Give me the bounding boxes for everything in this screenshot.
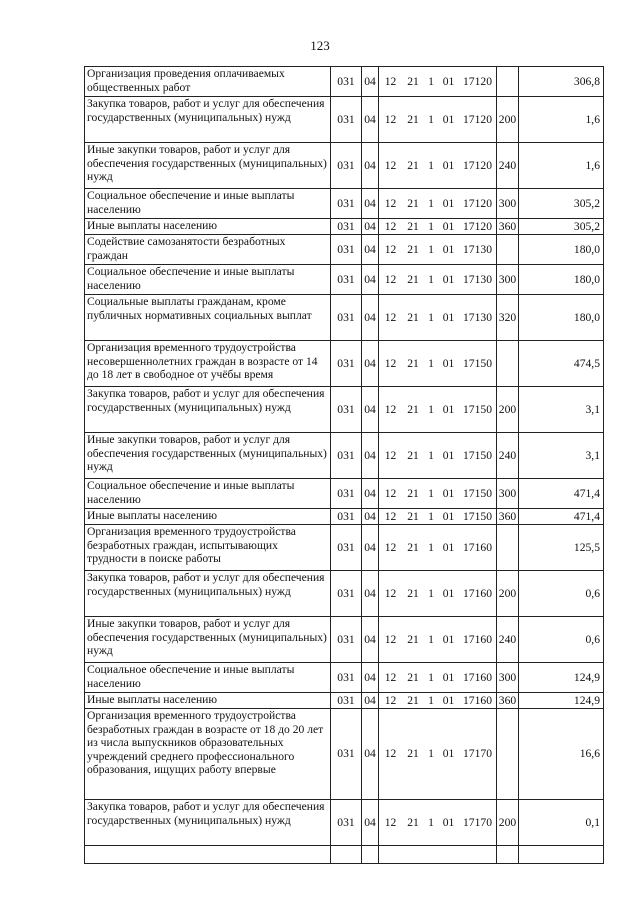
cell-a: 21 (403, 525, 424, 571)
table-row (85, 219, 604, 235)
cell-rz: 04 (362, 571, 379, 617)
cell-pr: 12 (379, 189, 403, 219)
cell-amount: 180,0 (519, 295, 604, 341)
cell-gr: 031 (331, 525, 362, 571)
cell-amount (519, 846, 604, 864)
row-name: Закупка товаров, работ и услуг для обеспечения государственных (муниципальных) нужд (85, 387, 331, 433)
cell-rz: 04 (362, 709, 379, 800)
cell-c: 01 (439, 479, 459, 509)
row-name: Закупка товаров, работ и услуг для обеспечения государственных (муниципальных) нужд (85, 571, 331, 617)
cell-c: 01 (439, 709, 459, 800)
cell-gr: 031 (331, 235, 362, 265)
cell-pr: 12 (379, 709, 403, 800)
cell-c: 01 (439, 433, 459, 479)
cell-amount: 0,1 (519, 800, 604, 846)
cell-c: 01 (439, 265, 459, 295)
cell-code: 17160 (459, 693, 497, 709)
cell-b: 1 (424, 709, 439, 800)
cell-code: 17150 (459, 479, 497, 509)
cell-gr: 031 (331, 509, 362, 525)
cell-gr: 031 (331, 341, 362, 387)
cell-gr: 031 (331, 97, 362, 143)
cell-pr: 12 (379, 433, 403, 479)
cell-vr: 200 (497, 97, 519, 143)
cell-code: 17120 (459, 143, 497, 189)
cell-a: 21 (403, 800, 424, 846)
cell-c: 01 (439, 571, 459, 617)
cell-amount: 305,2 (519, 219, 604, 235)
cell-gr: 031 (331, 219, 362, 235)
cell-gr: 031 (331, 387, 362, 433)
cell-rz (362, 846, 379, 864)
cell-c: 01 (439, 143, 459, 189)
table-row (85, 433, 604, 479)
page-number: 123 (310, 38, 330, 53)
cell-c: 01 (439, 189, 459, 219)
cell-b: 1 (424, 433, 439, 479)
row-name: Иные выплаты населению (85, 693, 331, 709)
cell-vr: 300 (497, 189, 519, 219)
cell-code: 17120 (459, 219, 497, 235)
row-name: Иные выплаты населению (85, 219, 331, 235)
cell-gr: 031 (331, 265, 362, 295)
cell-pr: 12 (379, 265, 403, 295)
cell-vr: 240 (497, 433, 519, 479)
cell-pr: 12 (379, 479, 403, 509)
cell-rz: 04 (362, 693, 379, 709)
cell-a: 21 (403, 387, 424, 433)
cell-rz: 04 (362, 663, 379, 693)
table-row (85, 387, 604, 433)
cell-pr: 12 (379, 67, 403, 97)
row-name: Закупка товаров, работ и услуг для обеспечения государственных (муниципальных) нужд (85, 800, 331, 846)
cell-amount: 125,5 (519, 525, 604, 571)
cell-pr: 12 (379, 663, 403, 693)
cell-rz: 04 (362, 433, 379, 479)
cell-pr: 12 (379, 235, 403, 265)
cell-a: 21 (403, 67, 424, 97)
cell-pr: 12 (379, 143, 403, 189)
cell-code: 17170 (459, 800, 497, 846)
row-name: Содействие самозанятости безработных граждан (85, 235, 331, 265)
cell-pr: 12 (379, 97, 403, 143)
cell-vr (497, 341, 519, 387)
cell-amount: 180,0 (519, 265, 604, 295)
row-name: Иные закупки товаров, работ и услуг для обеспечения государственных (муниципальных) нужд (85, 143, 331, 189)
cell-b: 1 (424, 235, 439, 265)
cell-code: 17160 (459, 663, 497, 693)
row-name: Социальные выплаты гражданам, кроме публичных нормативных социальных выплат (85, 295, 331, 341)
cell-b: 1 (424, 525, 439, 571)
cell-amount: 3,1 (519, 433, 604, 479)
cell-vr (497, 67, 519, 97)
cell-a: 21 (403, 509, 424, 525)
cell-amount: 1,6 (519, 143, 604, 189)
cell-c: 01 (439, 693, 459, 709)
cell-c: 01 (439, 295, 459, 341)
cell-b: 1 (424, 387, 439, 433)
cell-gr: 031 (331, 479, 362, 509)
cell-b: 1 (424, 341, 439, 387)
cell-b: 1 (424, 479, 439, 509)
cell-c: 01 (439, 617, 459, 663)
table-row (85, 235, 604, 265)
cell-a: 21 (403, 97, 424, 143)
cell-a: 21 (403, 617, 424, 663)
cell-vr (497, 846, 519, 864)
cell-amount: 180,0 (519, 235, 604, 265)
row-name: Социальное обеспечение и иные выплаты населению (85, 479, 331, 509)
cell-vr: 320 (497, 295, 519, 341)
cell-pr: 12 (379, 693, 403, 709)
cell-code: 17120 (459, 189, 497, 219)
cell-c: 01 (439, 387, 459, 433)
cell-rz: 04 (362, 525, 379, 571)
cell-vr: 240 (497, 617, 519, 663)
table-body (85, 67, 604, 864)
row-name: Организация временного трудоустройства безработных граждан в возрасте от 18 до 20 лет из числа выпускников образовательных учреждений среднего профессионального образования, ищущих работу впервые (85, 709, 331, 800)
row-name: Иные выплаты населению (85, 509, 331, 525)
cell-vr (497, 525, 519, 571)
cell-c: 01 (439, 97, 459, 143)
cell-vr: 360 (497, 693, 519, 709)
cell-b: 1 (424, 693, 439, 709)
cell-code: 17150 (459, 387, 497, 433)
cell-vr: 360 (497, 219, 519, 235)
cell-vr (497, 235, 519, 265)
cell-pr: 12 (379, 617, 403, 663)
cell-a: 21 (403, 295, 424, 341)
table-row (85, 846, 604, 864)
cell-b: 1 (424, 800, 439, 846)
cell-vr: 200 (497, 800, 519, 846)
cell-code (459, 846, 497, 864)
cell-b: 1 (424, 295, 439, 341)
cell-amount: 124,9 (519, 693, 604, 709)
cell-amount: 474,5 (519, 341, 604, 387)
cell-rz: 04 (362, 341, 379, 387)
row-name: Организация временного трудоустройства несовершеннолетних граждан в возрасте от 14 до 18 лет в свободное от учёбы время (85, 341, 331, 387)
table-row (85, 693, 604, 709)
cell-gr: 031 (331, 709, 362, 800)
row-name: Иные закупки товаров, работ и услуг для обеспечения государственных (муниципальных) нужд (85, 617, 331, 663)
cell-a: 21 (403, 479, 424, 509)
cell-gr: 031 (331, 800, 362, 846)
row-name: Организация проведения оплачиваемых общественных работ (85, 67, 331, 97)
cell-a: 21 (403, 143, 424, 189)
cell-c: 01 (439, 235, 459, 265)
table-row (85, 617, 604, 663)
cell-rz: 04 (362, 143, 379, 189)
cell-vr: 240 (497, 143, 519, 189)
cell-vr (497, 709, 519, 800)
cell-b: 1 (424, 509, 439, 525)
cell-c: 01 (439, 525, 459, 571)
cell-vr: 300 (497, 479, 519, 509)
cell-b: 1 (424, 571, 439, 617)
table-row (85, 97, 604, 143)
cell-amount: 16,6 (519, 709, 604, 800)
cell-a: 21 (403, 235, 424, 265)
cell-rz: 04 (362, 617, 379, 663)
cell-code: 17120 (459, 97, 497, 143)
cell-code: 17150 (459, 509, 497, 525)
cell-pr: 12 (379, 800, 403, 846)
cell-code: 17130 (459, 265, 497, 295)
table-row (85, 189, 604, 219)
cell-b: 1 (424, 663, 439, 693)
cell-a: 21 (403, 341, 424, 387)
table-row (85, 709, 604, 800)
cell-rz: 04 (362, 219, 379, 235)
cell-b: 1 (424, 189, 439, 219)
cell-amount: 305,2 (519, 189, 604, 219)
cell-b: 1 (424, 219, 439, 235)
cell-rz: 04 (362, 235, 379, 265)
cell-c: 01 (439, 341, 459, 387)
cell-code: 17130 (459, 295, 497, 341)
cell-gr: 031 (331, 189, 362, 219)
cell-gr: 031 (331, 571, 362, 617)
cell-pr: 12 (379, 571, 403, 617)
cell-amount: 124,9 (519, 663, 604, 693)
cell-c: 01 (439, 219, 459, 235)
row-name: Закупка товаров, работ и услуг для обеспечения государственных (муниципальных) нужд (85, 97, 331, 143)
cell-code: 17160 (459, 571, 497, 617)
table-row (85, 67, 604, 97)
cell-code: 17160 (459, 617, 497, 663)
cell-vr: 300 (497, 663, 519, 693)
cell-code: 17170 (459, 709, 497, 800)
cell-code: 17150 (459, 433, 497, 479)
cell-rz: 04 (362, 295, 379, 341)
cell-pr (379, 846, 403, 864)
cell-b (424, 846, 439, 864)
cell-a: 21 (403, 571, 424, 617)
cell-c: 01 (439, 800, 459, 846)
row-name: Социальное обеспечение и иные выплаты населению (85, 189, 331, 219)
cell-c: 01 (439, 663, 459, 693)
cell-vr: 360 (497, 509, 519, 525)
cell-gr: 031 (331, 433, 362, 479)
row-name (85, 846, 331, 864)
cell-a: 21 (403, 709, 424, 800)
cell-b: 1 (424, 265, 439, 295)
cell-pr: 12 (379, 219, 403, 235)
cell-rz: 04 (362, 265, 379, 295)
cell-gr: 031 (331, 663, 362, 693)
cell-pr: 12 (379, 525, 403, 571)
cell-code: 17130 (459, 235, 497, 265)
cell-a: 21 (403, 189, 424, 219)
cell-pr: 12 (379, 509, 403, 525)
cell-rz: 04 (362, 189, 379, 219)
table-row (85, 800, 604, 846)
cell-amount: 3,1 (519, 387, 604, 433)
cell-gr: 031 (331, 617, 362, 663)
cell-gr: 031 (331, 67, 362, 97)
cell-amount: 0,6 (519, 617, 604, 663)
table-row (85, 509, 604, 525)
cell-rz: 04 (362, 800, 379, 846)
cell-gr: 031 (331, 693, 362, 709)
cell-vr: 200 (497, 571, 519, 617)
cell-b: 1 (424, 143, 439, 189)
cell-c: 01 (439, 509, 459, 525)
cell-vr: 300 (497, 265, 519, 295)
row-name: Социальное обеспечение и иные выплаты населению (85, 663, 331, 693)
cell-code: 17150 (459, 341, 497, 387)
cell-rz: 04 (362, 387, 379, 433)
cell-b: 1 (424, 97, 439, 143)
table-row (85, 479, 604, 509)
cell-rz: 04 (362, 67, 379, 97)
table-row (85, 295, 604, 341)
cell-a: 21 (403, 693, 424, 709)
cell-gr: 031 (331, 295, 362, 341)
table-row (85, 341, 604, 387)
table-row (85, 663, 604, 693)
cell-pr: 12 (379, 295, 403, 341)
row-name: Иные закупки товаров, работ и услуг для обеспечения государственных (муниципальных) нужд (85, 433, 331, 479)
row-name: Организация временного трудоустройства безработных граждан, испытывающих трудности в поиске работы (85, 525, 331, 571)
cell-gr: 031 (331, 143, 362, 189)
cell-rz: 04 (362, 479, 379, 509)
cell-gr (331, 846, 362, 864)
cell-rz: 04 (362, 97, 379, 143)
cell-amount: 471,4 (519, 479, 604, 509)
cell-pr: 12 (379, 387, 403, 433)
table-row (85, 265, 604, 295)
cell-amount: 306,8 (519, 67, 604, 97)
cell-rz: 04 (362, 509, 379, 525)
cell-amount: 471,4 (519, 509, 604, 525)
cell-vr: 200 (497, 387, 519, 433)
cell-amount: 0,6 (519, 571, 604, 617)
cell-b: 1 (424, 617, 439, 663)
cell-a: 21 (403, 663, 424, 693)
cell-a: 21 (403, 219, 424, 235)
table-row (85, 525, 604, 571)
cell-code: 17120 (459, 67, 497, 97)
cell-code: 17160 (459, 525, 497, 571)
budget-table (84, 66, 604, 864)
cell-a: 21 (403, 433, 424, 479)
cell-a (403, 846, 424, 864)
table-row (85, 143, 604, 189)
cell-amount: 1,6 (519, 97, 604, 143)
cell-b: 1 (424, 67, 439, 97)
cell-a: 21 (403, 265, 424, 295)
row-name: Социальное обеспечение и иные выплаты населению (85, 265, 331, 295)
cell-c (439, 846, 459, 864)
table-row (85, 571, 604, 617)
cell-pr: 12 (379, 341, 403, 387)
cell-c: 01 (439, 67, 459, 97)
